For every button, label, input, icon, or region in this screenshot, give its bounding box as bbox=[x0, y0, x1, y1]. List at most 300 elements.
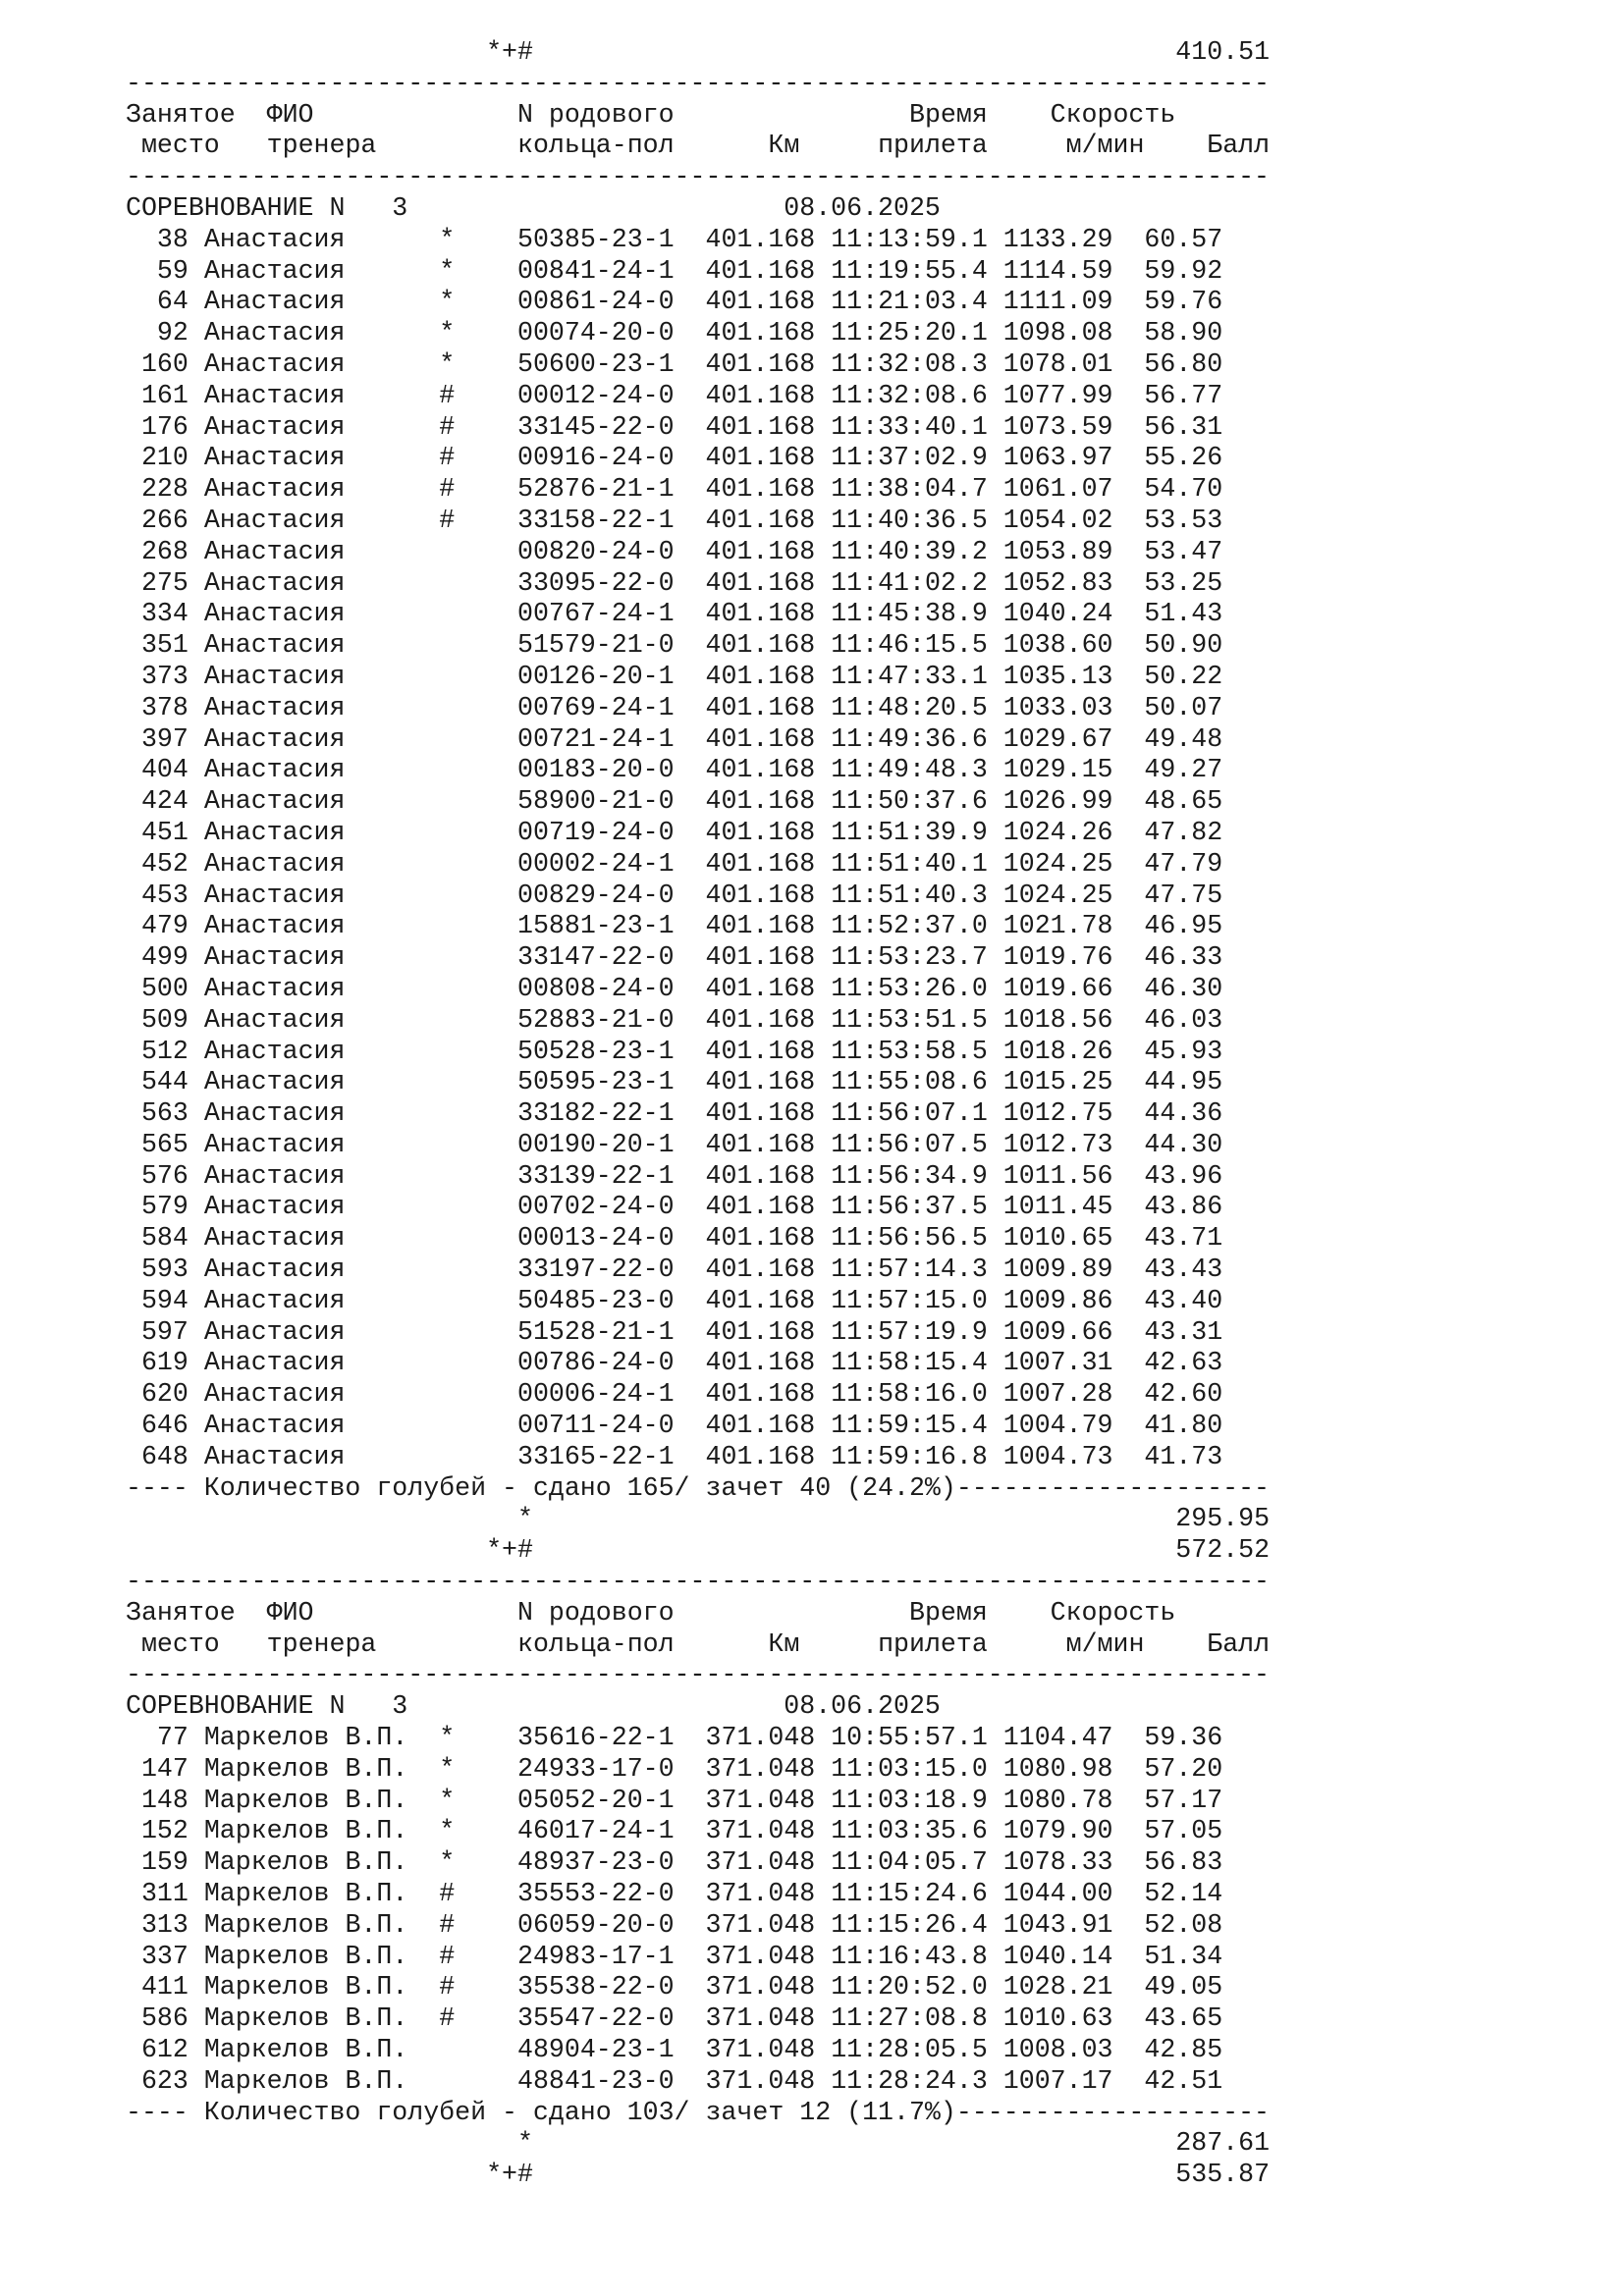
competition-date: 08.06.2025 bbox=[784, 1691, 941, 1722]
mark-cell: # bbox=[439, 1909, 487, 1940]
col-arrival-label: прилета bbox=[878, 131, 988, 161]
distance-cell: 371.048 bbox=[705, 1972, 816, 2002]
score-cell: 57.05 bbox=[1144, 1816, 1223, 1846]
result-row bbox=[126, 1754, 1270, 1786]
score-cell: 49.27 bbox=[1144, 755, 1223, 785]
result-row bbox=[126, 1223, 1270, 1255]
distance-cell: 401.168 bbox=[705, 1255, 816, 1285]
ring-cell: 00786-24-0 bbox=[517, 1348, 706, 1378]
distance-cell: 401.168 bbox=[705, 1098, 816, 1129]
mark-cell bbox=[439, 1098, 486, 1128]
result-row bbox=[126, 412, 1270, 444]
divider-rule: ------------------------------------------------------------------------- bbox=[126, 1660, 1270, 1690]
mark-cell bbox=[439, 1067, 486, 1096]
speed-cell: 1098.08 bbox=[1002, 318, 1113, 348]
place-cell: 59 bbox=[126, 255, 189, 286]
ring-cell: 00829-24-0 bbox=[517, 880, 706, 910]
place-cell: 64 bbox=[126, 287, 189, 317]
section-total-line bbox=[126, 2160, 1270, 2191]
ring-cell: 00702-24-0 bbox=[517, 1192, 706, 1222]
speed-cell: 1029.67 bbox=[1002, 723, 1113, 754]
col-ring-label-2: кольца-пол bbox=[517, 131, 675, 161]
trainer-cell: Анастасия bbox=[203, 1129, 440, 1159]
arrival-time-cell: 11:28:24.3 bbox=[831, 2065, 988, 2096]
mark-cell: * bbox=[439, 1816, 487, 1846]
result-row bbox=[126, 1942, 1270, 1973]
distance-cell: 401.168 bbox=[705, 1160, 816, 1191]
ring-cell: 46017-24-1 bbox=[517, 1816, 706, 1846]
speed-cell: 1054.02 bbox=[1002, 505, 1113, 535]
col-score-label: Балл bbox=[1207, 1629, 1271, 1659]
arrival-time-cell: 11:16:43.8 bbox=[831, 1941, 988, 1971]
speed-cell: 1114.59 bbox=[1002, 255, 1113, 286]
trainer-cell: Анастасия bbox=[203, 255, 440, 286]
ring-cell: 00183-20-0 bbox=[517, 755, 706, 785]
mark-cell bbox=[439, 537, 486, 566]
distance-cell: 401.168 bbox=[705, 692, 816, 722]
arrival-time-cell: 10:55:57.1 bbox=[831, 1723, 988, 1753]
score-cell: 42.63 bbox=[1144, 1348, 1223, 1378]
place-cell: 92 bbox=[126, 318, 189, 348]
result-row bbox=[126, 287, 1270, 318]
mark-cell: # bbox=[439, 443, 487, 473]
place-cell: 451 bbox=[126, 817, 189, 847]
result-row bbox=[126, 693, 1270, 724]
total-value: 572.52 bbox=[1175, 1535, 1271, 1566]
result-row bbox=[126, 724, 1270, 756]
speed-cell: 1011.56 bbox=[1002, 1160, 1113, 1191]
total-value: 410.51 bbox=[1175, 37, 1271, 67]
speed-cell: 1024.25 bbox=[1002, 880, 1113, 910]
place-cell: 586 bbox=[126, 2003, 189, 2034]
trainer-cell: Маркелов В.П. bbox=[203, 2003, 440, 2034]
competition-label: СОРЕВНОВАНИЕ N 3 bbox=[126, 1691, 408, 1722]
result-row bbox=[126, 1130, 1270, 1161]
place-cell: 563 bbox=[126, 1098, 189, 1129]
mark-cell: * bbox=[439, 318, 487, 348]
score-cell: 43.96 bbox=[1144, 1160, 1223, 1191]
result-row bbox=[126, 1255, 1270, 1286]
total-marks: *+# bbox=[486, 37, 533, 67]
result-row bbox=[126, 1098, 1270, 1130]
divider-rule: ------------------------------------------------------------------------- bbox=[126, 68, 1270, 98]
trainer-cell: Анастасия bbox=[203, 1441, 440, 1471]
arrival-time-cell: 11:13:59.1 bbox=[831, 224, 988, 254]
distance-cell: 401.168 bbox=[705, 1223, 816, 1254]
speed-cell: 1080.78 bbox=[1002, 1785, 1113, 1815]
speed-cell: 1010.65 bbox=[1002, 1223, 1113, 1254]
ring-cell: 00006-24-1 bbox=[517, 1379, 706, 1410]
place-cell: 266 bbox=[126, 505, 189, 535]
ring-cell: 58900-21-0 bbox=[517, 786, 706, 817]
place-cell: 612 bbox=[126, 2035, 189, 2064]
trainer-cell: Анастасия bbox=[203, 567, 440, 598]
score-cell: 47.75 bbox=[1144, 880, 1223, 910]
score-cell: 45.93 bbox=[1144, 1036, 1223, 1066]
place-cell: 38 bbox=[126, 224, 189, 254]
trainer-cell: Маркелов В.П. bbox=[203, 1909, 440, 1940]
trainer-cell: Маркелов В.П. bbox=[203, 1753, 440, 1784]
mark-cell bbox=[439, 1161, 486, 1191]
arrival-time-cell: 11:40:39.2 bbox=[831, 536, 988, 566]
distance-cell: 401.168 bbox=[705, 505, 816, 535]
place-cell: 160 bbox=[126, 348, 189, 379]
ring-cell: 00126-20-1 bbox=[517, 661, 706, 691]
trainer-cell: Анастасия bbox=[203, 942, 440, 973]
col-score-label: Балл bbox=[1207, 131, 1271, 161]
trainer-cell: Анастасия bbox=[203, 599, 440, 629]
ring-cell: 33147-22-0 bbox=[517, 942, 706, 973]
distance-cell: 401.168 bbox=[705, 1004, 816, 1035]
score-cell: 53.25 bbox=[1144, 567, 1223, 598]
arrival-time-cell: 11:53:26.0 bbox=[831, 973, 988, 1003]
col-name-label-2: тренера bbox=[266, 131, 377, 161]
arrival-time-cell: 11:32:08.3 bbox=[831, 348, 988, 379]
score-cell: 53.47 bbox=[1144, 536, 1223, 566]
arrival-time-cell: 11:52:37.0 bbox=[831, 911, 988, 941]
speed-cell: 1077.99 bbox=[1002, 380, 1113, 410]
result-row bbox=[126, 818, 1270, 849]
total-marks: * bbox=[516, 2128, 533, 2159]
trainer-cell: Анастасия bbox=[203, 536, 440, 566]
ring-cell: 33095-22-0 bbox=[517, 567, 706, 598]
arrival-time-cell: 11:21:03.4 bbox=[831, 287, 988, 317]
place-cell: 565 bbox=[126, 1129, 189, 1159]
trainer-cell: Маркелов В.П. bbox=[203, 1941, 440, 1971]
distance-cell: 401.168 bbox=[705, 1348, 816, 1378]
mark-cell bbox=[439, 2066, 486, 2096]
mark-cell: * bbox=[439, 255, 487, 286]
col-ring-label: N родового bbox=[517, 99, 675, 130]
place-cell: 424 bbox=[126, 786, 189, 817]
place-cell: 378 bbox=[126, 692, 189, 722]
trainer-cell: Маркелов В.П. bbox=[203, 1879, 440, 1909]
ring-cell: 35553-22-0 bbox=[517, 1879, 706, 1909]
speed-cell: 1052.83 bbox=[1002, 567, 1113, 598]
arrival-time-cell: 11:32:08.6 bbox=[831, 380, 988, 410]
mark-cell bbox=[439, 693, 486, 722]
place-cell: 597 bbox=[126, 1316, 189, 1347]
ring-cell: 52883-21-0 bbox=[517, 1004, 706, 1035]
speed-cell: 1063.97 bbox=[1002, 443, 1113, 473]
distance-cell: 401.168 bbox=[705, 723, 816, 754]
score-cell: 57.20 bbox=[1144, 1753, 1223, 1784]
speed-cell: 1009.89 bbox=[1002, 1255, 1113, 1285]
ring-cell: 15881-23-1 bbox=[517, 911, 706, 941]
distance-cell: 401.168 bbox=[705, 599, 816, 629]
arrival-time-cell: 11:15:26.4 bbox=[831, 1909, 988, 1940]
speed-cell: 1111.09 bbox=[1002, 287, 1113, 317]
place-cell: 311 bbox=[126, 1879, 189, 1909]
score-cell: 58.90 bbox=[1144, 318, 1223, 348]
distance-cell: 401.168 bbox=[705, 1192, 816, 1222]
trainer-cell: Анастасия bbox=[203, 474, 440, 505]
mark-cell: # bbox=[439, 411, 487, 442]
score-cell: 50.07 bbox=[1144, 692, 1223, 722]
col-speed-unit-label: м/мин bbox=[1065, 131, 1145, 161]
mark-cell bbox=[439, 630, 486, 660]
score-cell: 53.53 bbox=[1144, 505, 1223, 535]
col-name-label: ФИО bbox=[266, 99, 314, 130]
distance-cell: 401.168 bbox=[705, 380, 816, 410]
section-total-line bbox=[126, 1535, 1270, 1567]
arrival-time-cell: 11:37:02.9 bbox=[831, 443, 988, 473]
section-total-line bbox=[126, 1504, 1270, 1535]
ring-cell: 50595-23-1 bbox=[517, 1067, 706, 1097]
trainer-cell: Анастасия bbox=[203, 973, 440, 1003]
speed-cell: 1007.31 bbox=[1002, 1348, 1113, 1378]
trainer-cell: Анастасия bbox=[203, 786, 440, 817]
place-cell: 544 bbox=[126, 1067, 189, 1097]
ring-cell: 33182-22-1 bbox=[517, 1098, 706, 1129]
result-row bbox=[126, 474, 1270, 506]
score-cell: 44.95 bbox=[1144, 1067, 1223, 1097]
score-cell: 59.76 bbox=[1144, 287, 1223, 317]
arrival-time-cell: 11:56:07.5 bbox=[831, 1129, 988, 1159]
speed-cell: 1079.90 bbox=[1002, 1816, 1113, 1846]
mark-cell: * bbox=[439, 1723, 487, 1753]
distance-cell: 401.168 bbox=[705, 911, 816, 941]
trainer-cell: Анастасия bbox=[203, 1348, 440, 1378]
place-cell: 594 bbox=[126, 1285, 189, 1315]
result-row bbox=[126, 568, 1270, 600]
arrival-time-cell: 11:33:40.1 bbox=[831, 411, 988, 442]
speed-cell: 1028.21 bbox=[1002, 1972, 1113, 2002]
ring-cell: 00769-24-1 bbox=[517, 692, 706, 722]
trainer-cell: Маркелов В.П. bbox=[203, 2065, 440, 2096]
distance-cell: 401.168 bbox=[705, 1379, 816, 1410]
score-cell: 56.77 bbox=[1144, 380, 1223, 410]
distance-cell: 401.168 bbox=[705, 755, 816, 785]
place-cell: 397 bbox=[126, 723, 189, 754]
distance-cell: 371.048 bbox=[705, 2065, 816, 2096]
mark-cell bbox=[439, 1317, 486, 1347]
result-row bbox=[126, 225, 1270, 256]
speed-cell: 1018.56 bbox=[1002, 1004, 1113, 1035]
mark-cell bbox=[439, 911, 486, 940]
trainer-cell: Анастасия bbox=[203, 1255, 440, 1285]
score-cell: 51.34 bbox=[1144, 1941, 1223, 1971]
trainer-cell: Маркелов В.П. bbox=[203, 1972, 440, 2002]
mark-cell: # bbox=[439, 505, 487, 535]
trainer-cell: Анастасия bbox=[203, 1223, 440, 1254]
result-row bbox=[126, 974, 1270, 1005]
speed-cell: 1024.26 bbox=[1002, 817, 1113, 847]
score-cell: 43.71 bbox=[1144, 1223, 1223, 1254]
trainer-cell: Анастасия bbox=[203, 911, 440, 941]
speed-cell: 1080.98 bbox=[1002, 1753, 1113, 1784]
result-row bbox=[126, 1972, 1270, 2003]
distance-cell: 401.168 bbox=[705, 848, 816, 879]
arrival-time-cell: 11:19:55.4 bbox=[831, 255, 988, 286]
column-header-row-1 bbox=[126, 1598, 1270, 1629]
trainer-cell: Анастасия bbox=[203, 318, 440, 348]
score-cell: 59.92 bbox=[1144, 255, 1223, 286]
mark-cell: # bbox=[439, 1972, 487, 2002]
column-header-row-1 bbox=[126, 100, 1270, 132]
distance-cell: 371.048 bbox=[705, 1753, 816, 1784]
arrival-time-cell: 11:20:52.0 bbox=[831, 1972, 988, 2002]
result-row bbox=[126, 662, 1270, 693]
ring-cell: 50485-23-0 bbox=[517, 1285, 706, 1315]
distance-cell: 401.168 bbox=[705, 1067, 816, 1097]
mark-cell bbox=[439, 786, 486, 816]
mark-cell: * bbox=[439, 1847, 487, 1878]
distance-cell: 401.168 bbox=[705, 287, 816, 317]
summary-text: ---- Количество голубей - сдано 103/ зачет 12 (11.7%) bbox=[126, 2097, 956, 2127]
column-header-row-2 bbox=[126, 131, 1270, 162]
distance-cell: 401.168 bbox=[705, 942, 816, 973]
speed-cell: 1073.59 bbox=[1002, 411, 1113, 442]
trainer-cell: Анастасия bbox=[203, 348, 440, 379]
divider-rule: ------------------------------------------------------------------------- bbox=[126, 162, 1270, 192]
score-cell: 44.30 bbox=[1144, 1129, 1223, 1159]
distance-cell: 401.168 bbox=[705, 443, 816, 473]
total-value: 295.95 bbox=[1175, 1504, 1271, 1534]
result-row bbox=[126, 318, 1270, 349]
mark-cell bbox=[439, 662, 486, 691]
mark-cell bbox=[439, 1223, 486, 1253]
arrival-time-cell: 11:41:02.2 bbox=[831, 567, 988, 598]
speed-cell: 1061.07 bbox=[1002, 474, 1113, 505]
score-cell: 44.36 bbox=[1144, 1098, 1223, 1129]
mark-cell: * bbox=[439, 1753, 487, 1784]
result-row bbox=[126, 1317, 1270, 1349]
score-cell: 50.22 bbox=[1144, 661, 1223, 691]
speed-cell: 1043.91 bbox=[1002, 1909, 1113, 1940]
trainer-cell: Анастасия bbox=[203, 1036, 440, 1066]
arrival-time-cell: 11:51:39.9 bbox=[831, 817, 988, 847]
place-cell: 646 bbox=[126, 1411, 189, 1441]
trainer-cell: Анастасия bbox=[203, 1004, 440, 1035]
result-row bbox=[126, 1005, 1270, 1037]
ring-cell: 05052-20-1 bbox=[517, 1785, 706, 1815]
competition-date: 08.06.2025 bbox=[784, 192, 941, 223]
col-place-label-2: место bbox=[140, 1629, 220, 1659]
score-cell: 56.31 bbox=[1144, 411, 1223, 442]
score-cell: 47.79 bbox=[1144, 848, 1223, 879]
score-cell: 43.43 bbox=[1144, 1255, 1223, 1285]
place-cell: 593 bbox=[126, 1255, 189, 1285]
col-km-label: Км bbox=[768, 131, 800, 161]
speed-cell: 1004.73 bbox=[1002, 1441, 1113, 1471]
trainer-cell: Анастасия bbox=[203, 630, 440, 661]
trainer-cell: Анастасия bbox=[203, 755, 440, 785]
trainer-cell: Анастасия bbox=[203, 848, 440, 879]
divider-rule: ------------------------------------------------------------------------- bbox=[126, 1567, 1270, 1597]
trainer-cell: Анастасия bbox=[203, 1411, 440, 1441]
distance-cell: 401.168 bbox=[705, 786, 816, 817]
distance-cell: 401.168 bbox=[705, 318, 816, 348]
col-ring-label-2: кольца-пол bbox=[517, 1629, 675, 1659]
result-row bbox=[126, 1910, 1270, 1942]
trainer-cell: Маркелов В.П. bbox=[203, 1785, 440, 1815]
trainer-cell: Анастасия bbox=[203, 1285, 440, 1315]
col-place-label-2: место bbox=[140, 131, 220, 161]
distance-cell: 401.168 bbox=[705, 411, 816, 442]
trainer-cell: Анастасия bbox=[203, 1192, 440, 1222]
speed-cell: 1019.76 bbox=[1002, 942, 1113, 973]
competition-label: СОРЕВНОВАНИЕ N 3 bbox=[126, 192, 408, 223]
score-cell: 48.65 bbox=[1144, 786, 1223, 817]
result-row bbox=[126, 786, 1270, 818]
mark-cell bbox=[439, 1130, 486, 1159]
distance-cell: 371.048 bbox=[705, 1785, 816, 1815]
total-marks: *+# bbox=[486, 1535, 533, 1566]
competition-line bbox=[126, 193, 1270, 225]
trainer-cell: Маркелов В.П. bbox=[203, 1847, 440, 1878]
ring-cell: 48841-23-0 bbox=[517, 2065, 706, 2096]
result-row bbox=[126, 506, 1270, 537]
score-cell: 43.40 bbox=[1144, 1285, 1223, 1315]
distance-cell: 401.168 bbox=[705, 348, 816, 379]
place-cell: 148 bbox=[126, 1785, 189, 1815]
result-row bbox=[126, 256, 1270, 288]
result-row bbox=[126, 1723, 1270, 1754]
score-cell: 43.86 bbox=[1144, 1192, 1223, 1222]
place-cell: 268 bbox=[126, 536, 189, 566]
result-row bbox=[126, 1847, 1270, 1879]
col-speed-label: Скорость bbox=[1050, 1597, 1176, 1628]
distance-cell: 371.048 bbox=[705, 1909, 816, 1940]
ring-cell: 00074-20-0 bbox=[517, 318, 706, 348]
score-cell: 50.90 bbox=[1144, 630, 1223, 661]
arrival-time-cell: 11:56:34.9 bbox=[831, 1160, 988, 1191]
result-row bbox=[126, 1348, 1270, 1379]
results-listing bbox=[126, 37, 1270, 2191]
speed-cell: 1044.00 bbox=[1002, 1879, 1113, 1909]
trainer-cell: Анастасия bbox=[203, 287, 440, 317]
trainer-cell: Анастасия bbox=[203, 380, 440, 410]
arrival-time-cell: 11:56:37.5 bbox=[831, 1192, 988, 1222]
place-cell: 334 bbox=[126, 599, 189, 629]
arrival-time-cell: 11:40:36.5 bbox=[831, 505, 988, 535]
mark-cell bbox=[439, 1005, 486, 1035]
arrival-time-cell: 11:50:37.6 bbox=[831, 786, 988, 817]
result-row bbox=[126, 381, 1270, 412]
score-cell: 54.70 bbox=[1144, 474, 1223, 505]
distance-cell: 401.168 bbox=[705, 1036, 816, 1066]
distance-cell: 401.168 bbox=[705, 973, 816, 1003]
col-arrival-label: прилета bbox=[878, 1629, 988, 1659]
col-km-label: Км bbox=[768, 1629, 800, 1659]
ring-cell: 51528-21-1 bbox=[517, 1316, 706, 1347]
distance-cell: 401.168 bbox=[705, 1441, 816, 1471]
trainer-cell: Маркелов В.П. bbox=[203, 1723, 440, 1753]
mark-cell bbox=[439, 1411, 486, 1440]
arrival-time-cell: 11:03:18.9 bbox=[831, 1785, 988, 1815]
ring-cell: 00012-24-0 bbox=[517, 380, 706, 410]
score-cell: 56.83 bbox=[1144, 1847, 1223, 1878]
trainer-cell: Анастасия bbox=[203, 1067, 440, 1097]
speed-cell: 1021.78 bbox=[1002, 911, 1113, 941]
ring-cell: 35547-22-0 bbox=[517, 2003, 706, 2034]
place-cell: 176 bbox=[126, 411, 189, 442]
result-row bbox=[126, 1192, 1270, 1223]
col-time-label: Время bbox=[908, 99, 988, 130]
speed-cell: 1038.60 bbox=[1002, 630, 1113, 661]
result-row bbox=[126, 1442, 1270, 1473]
ring-cell: 50528-23-1 bbox=[517, 1036, 706, 1066]
mark-cell bbox=[439, 599, 486, 628]
place-cell: 161 bbox=[126, 380, 189, 410]
arrival-time-cell: 11:55:08.6 bbox=[831, 1067, 988, 1097]
score-cell: 55.26 bbox=[1144, 443, 1223, 473]
ring-cell: 00719-24-0 bbox=[517, 817, 706, 847]
mark-cell bbox=[439, 974, 486, 1003]
place-cell: 623 bbox=[126, 2065, 189, 2096]
arrival-time-cell: 11:03:35.6 bbox=[831, 1816, 988, 1846]
